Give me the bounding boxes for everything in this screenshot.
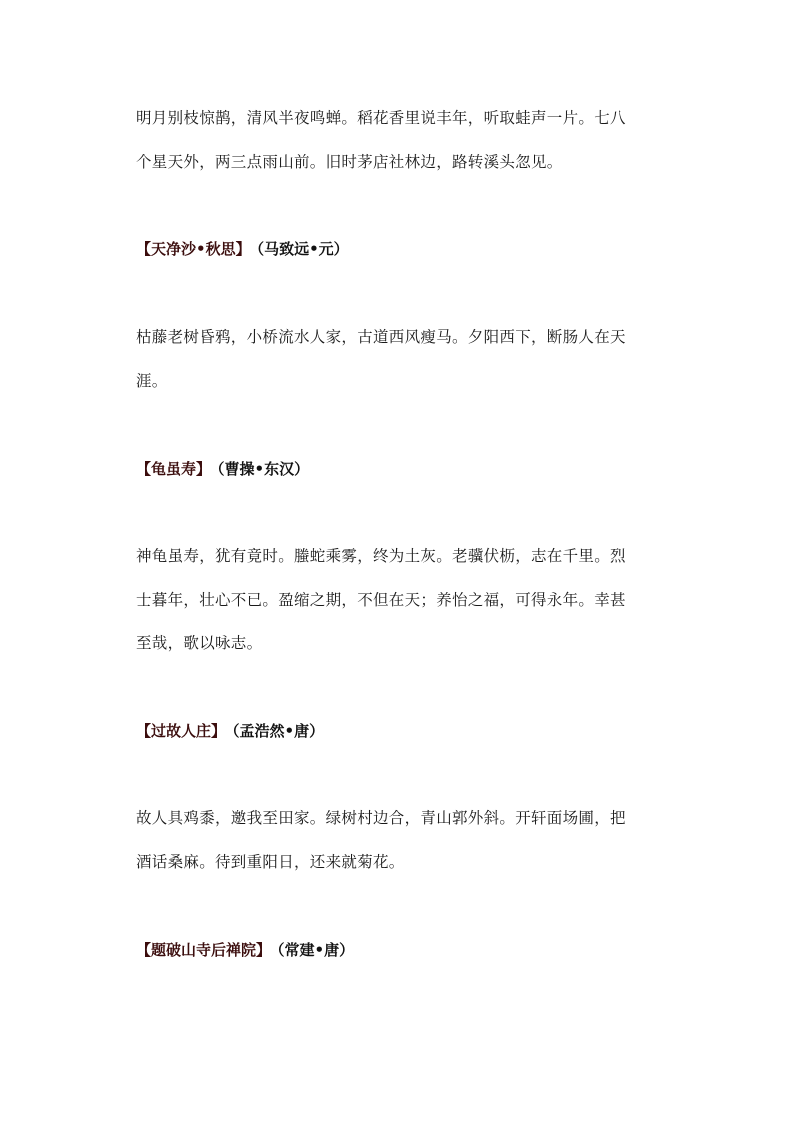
- poem-line: 个星天外，两三点雨山前。旧时茅店社林边，路转溪头忽见。: [136, 153, 563, 171]
- poem-author: （常建•唐）: [277, 941, 355, 959]
- poem-line: 涯。: [136, 372, 168, 390]
- poem-line: 明月别枝惊鹊，清风半夜鸣蝉。稻花香里说丰年，听取蛙声一片。七八: [136, 109, 626, 127]
- poem-line: 故人具鸡黍，邀我至田家。绿树村边合，青山郭外斜。开轩面场圃，把: [136, 809, 626, 827]
- poem-author: （马致远•元）: [256, 240, 349, 258]
- poem-title: [136, 940, 354, 960]
- poem-line: 枯藤老树昏鸦，小桥流水人家，古道西风瘦马。夕阳西下，断肠人在天: [136, 328, 626, 346]
- poem-title: [136, 239, 349, 259]
- poem-title-text: 【天净沙•秋思】: [136, 240, 251, 258]
- poem-line: 神龟虽寿，犹有竟时。螣蛇乘雾，终为土灰。老骥伏枥，志在千里。烈: [136, 547, 626, 565]
- poem-title-text: 【过故人庄】: [136, 722, 227, 740]
- poem-title-text: 【题破山寺后禅院】: [136, 941, 272, 959]
- poem-author: （曹操•东汉）: [217, 460, 310, 478]
- poem-title: [136, 459, 309, 479]
- poem-title-text: 【龟虽寿】: [136, 460, 212, 478]
- poem-line: 士暮年，壮心不已。盈缩之期，不但在天；养怡之福，可得永年。幸甚: [136, 591, 626, 609]
- poem-title: [136, 721, 324, 741]
- poem-line: 酒话桑麻。待到重阳日，还来就菊花。: [136, 853, 405, 871]
- poem-line: 至哉，歌以咏志。: [136, 634, 263, 652]
- poem-author: （孟浩然•唐）: [232, 722, 325, 740]
